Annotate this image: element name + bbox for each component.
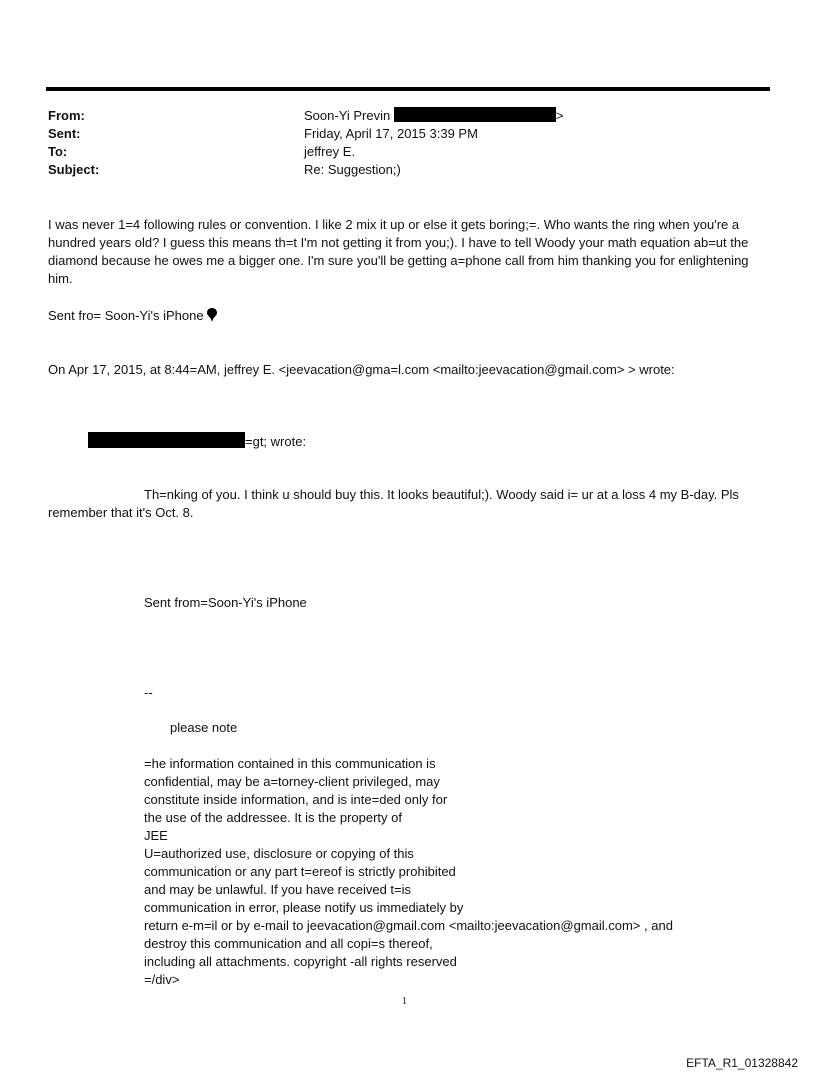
header-rule [46,87,770,91]
quote-header: On Apr 17, 2015, at 8:44=AM, jeffrey E. <jeevacation@gma=l.com <mailto:jeevacation@gmail.com> > wrote: [48,362,675,377]
subject-value: Re: Suggestion;) [304,162,401,177]
document-id-footer: EFTA_R1_01328842 [686,1056,798,1070]
redaction-block [88,432,245,448]
sent-row [48,125,478,143]
from-suffix: > [555,108,564,123]
disclaimer-line: return e-m=il or by e-mail to jeevacation@gmail.com <mailto:jeevacation@gmail.com> , and [144,918,673,933]
quoted-line-1: Th=nking of you. I think u should buy this. It looks beautiful;). Woody said i= ur at a loss 4 my B-day. Pls [144,487,739,502]
dashes-separator: -- [144,685,153,700]
sent-label: Sent: [48,126,81,141]
quoted-signature: Sent from=Soon-Yi's iPhone [144,595,307,610]
page-number: 1 [402,996,407,1007]
quoted-line-2: remember that it's Oct. 8. [48,505,194,520]
disclaimer-block [144,755,673,989]
disclaimer-line: confidential, may be a=torney-client privileged, may [144,774,440,789]
redacted-wrote-text: =gt; wrote: [245,434,307,449]
disclaimer-line: =/div> [144,972,180,987]
subject-row [48,161,401,179]
redacted-wrote-line [88,432,306,451]
disclaimer-line: destroy this communication and all copi=s thereof, [144,936,433,951]
sent-value: Friday, April 17, 2015 3:39 PM [304,126,478,141]
disclaimer-line: constitute inside information, and is inte=ded only for [144,792,448,807]
from-label: From: [48,108,85,123]
from-name: Soon-Yi Previn [304,108,391,123]
signature-line [48,307,217,327]
subject-label: Subject: [48,162,100,177]
disclaimer-line: =he information contained in this communication is [144,756,436,771]
disclaimer-line: communication or any part t=ereof is strictly prohibited [144,864,456,879]
disclaimer-line: the use of the addressee. It is the property of [144,810,402,825]
disclaimer-line: JEE [144,828,168,843]
map-pin-icon [207,308,217,327]
disclaimer-line: and may be unlawful. If you have received t=is [144,882,412,897]
message-paragraph: I was never 1=4 following rules or convention. I like 2 mix it up or else it gets boring;=. Who wants the ring when you're a hundred years old? I guess this means th=t I'm not getting it from you;). I have to tell Woody your math equation ab=ut the diamond because he owes me a bigger one. I'm sure you'll be getting a=phone call from him thanking you for enlightening him. [48,217,749,286]
disclaimer-line: communication in error, please notify us immediately by [144,900,464,915]
from-row [48,107,564,125]
from-value [304,107,563,125]
signature-text: Sent fro= Soon-Yi's iPhone [48,308,204,323]
redaction-block [394,107,556,122]
to-value: jeffrey E. [304,144,356,159]
disclaimer-line: including all attachments. copyright -all rights reserved [144,954,457,969]
please-note: please note [170,720,238,735]
to-row [48,143,356,161]
to-label: To: [48,144,68,159]
disclaimer-line: U=authorized use, disclosure or copying of this [144,846,414,861]
